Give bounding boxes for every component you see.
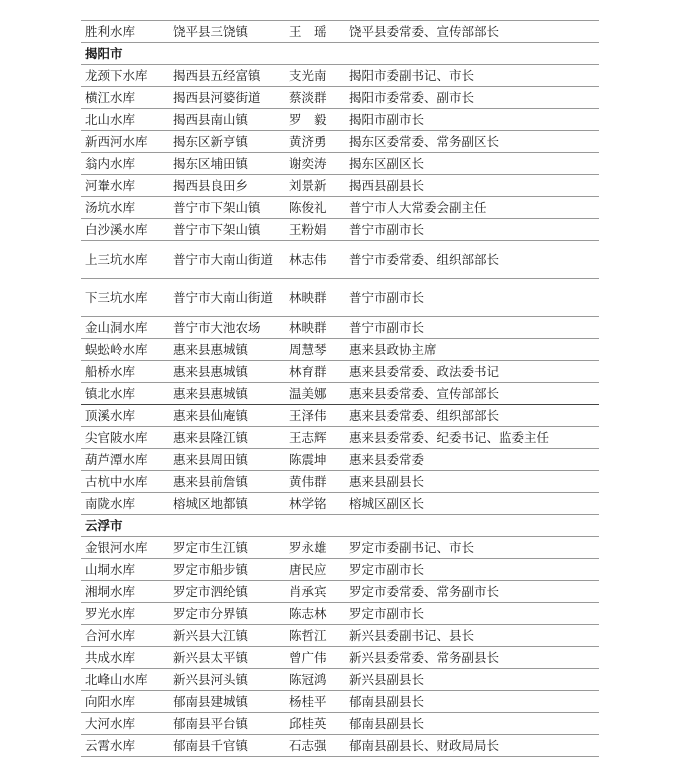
location-cell: 普宁市大池农场 — [169, 317, 285, 339]
reservoir-name-cell: 罗光水库 — [81, 603, 169, 625]
table-row — [81, 647, 599, 669]
position-cell: 惠来县委常委、纪委书记、监委主任 — [345, 427, 599, 449]
location-cell: 揭西县良田乡 — [169, 175, 285, 197]
table-row — [81, 427, 599, 449]
table-row — [81, 241, 599, 279]
location-cell: 惠来县隆江镇 — [169, 427, 285, 449]
reservoir-name-cell: 汤坑水库 — [81, 197, 169, 219]
table-row — [81, 471, 599, 493]
location-cell: 新兴县太平镇 — [169, 647, 285, 669]
table-row — [81, 65, 599, 87]
person-name-cell: 林映群 — [285, 279, 345, 317]
reservoir-name-cell: 向阳水库 — [81, 691, 169, 713]
position-cell: 罗定市副市长 — [345, 559, 599, 581]
person-name-cell: 支光南 — [285, 65, 345, 87]
position-cell: 惠来县政协主席 — [345, 339, 599, 361]
position-cell: 揭西县副县长 — [345, 175, 599, 197]
table-row — [81, 581, 599, 603]
person-name-cell: 林育群 — [285, 361, 345, 383]
person-name-cell: 陈冠鸿 — [285, 669, 345, 691]
person-name-cell: 王 瑶 — [285, 21, 345, 43]
person-name-cell: 黄济勇 — [285, 131, 345, 153]
reservoir-name-cell: 上三坑水库 — [81, 241, 169, 279]
table-row — [81, 339, 599, 361]
position-cell: 郁南县副县长、财政局局长 — [345, 735, 599, 757]
person-name-cell: 王粉娟 — [285, 219, 345, 241]
person-name-cell: 陈俊礼 — [285, 197, 345, 219]
table-row — [81, 537, 599, 559]
position-cell: 揭东区委常委、常务副区长 — [345, 131, 599, 153]
location-cell: 惠来县仙庵镇 — [169, 405, 285, 427]
position-cell: 惠来县委常委、政法委书记 — [345, 361, 599, 383]
location-cell: 揭西县河婆街道 — [169, 87, 285, 109]
position-cell: 揭阳市副市长 — [345, 109, 599, 131]
table-row — [81, 603, 599, 625]
person-name-cell: 林映群 — [285, 317, 345, 339]
person-name-cell: 罗永雄 — [285, 537, 345, 559]
reservoir-name-cell: 共成水库 — [81, 647, 169, 669]
location-cell: 新兴县河头镇 — [169, 669, 285, 691]
position-cell: 郁南县副县长 — [345, 713, 599, 735]
reservoir-name-cell: 葫芦潭水库 — [81, 449, 169, 471]
reservoir-name-cell: 顶溪水库 — [81, 405, 169, 427]
table-body — [81, 21, 599, 757]
position-cell: 揭东区副区长 — [345, 153, 599, 175]
person-name-cell: 温美娜 — [285, 383, 345, 405]
location-cell: 普宁市下架山镇 — [169, 197, 285, 219]
section-title: 云浮市 — [81, 515, 599, 537]
table-row — [81, 449, 599, 471]
reservoir-responsibility-table — [81, 20, 599, 757]
location-cell: 罗定市生江镇 — [169, 537, 285, 559]
person-name-cell: 周慧琴 — [285, 339, 345, 361]
position-cell: 罗定市委副书记、市长 — [345, 537, 599, 559]
position-cell: 普宁市副市长 — [345, 279, 599, 317]
reservoir-name-cell: 船桥水库 — [81, 361, 169, 383]
person-name-cell: 陈志林 — [285, 603, 345, 625]
position-cell: 惠来县委常委 — [345, 449, 599, 471]
position-cell: 惠来县副县长 — [345, 471, 599, 493]
position-cell: 新兴县委副书记、县长 — [345, 625, 599, 647]
person-name-cell: 蔡淡群 — [285, 87, 345, 109]
table-row — [81, 87, 599, 109]
reservoir-name-cell: 镇北水库 — [81, 383, 169, 405]
reservoir-name-cell: 蜈蚣岭水库 — [81, 339, 169, 361]
position-cell: 惠来县委常委、宣传部部长 — [345, 383, 599, 405]
person-name-cell: 黄伟群 — [285, 471, 345, 493]
location-cell: 揭东区埔田镇 — [169, 153, 285, 175]
location-cell: 饶平县三饶镇 — [169, 21, 285, 43]
table-row — [81, 361, 599, 383]
reservoir-name-cell: 胜利水库 — [81, 21, 169, 43]
table-row — [81, 691, 599, 713]
table-row — [81, 493, 599, 515]
position-cell: 榕城区副区长 — [345, 493, 599, 515]
location-cell: 普宁市大南山街道 — [169, 241, 285, 279]
person-name-cell: 谢奕涛 — [285, 153, 345, 175]
person-name-cell: 王志辉 — [285, 427, 345, 449]
person-name-cell: 陈震坤 — [285, 449, 345, 471]
location-cell: 罗定市船步镇 — [169, 559, 285, 581]
table-row — [81, 197, 599, 219]
reservoir-name-cell: 湘垌水库 — [81, 581, 169, 603]
table-row — [81, 713, 599, 735]
reservoir-name-cell: 河輋水库 — [81, 175, 169, 197]
reservoir-name-cell: 翁内水库 — [81, 153, 169, 175]
person-name-cell: 林学铭 — [285, 493, 345, 515]
reservoir-name-cell: 龙颈下水库 — [81, 65, 169, 87]
reservoir-name-cell: 白沙溪水库 — [81, 219, 169, 241]
reservoir-name-cell: 尖官陂水库 — [81, 427, 169, 449]
position-cell: 罗定市委常委、常务副市长 — [345, 581, 599, 603]
table-row — [81, 109, 599, 131]
reservoir-name-cell: 横江水库 — [81, 87, 169, 109]
position-cell: 普宁市副市长 — [345, 219, 599, 241]
table-row — [81, 317, 599, 339]
person-name-cell: 陈哲江 — [285, 625, 345, 647]
person-name-cell: 林志伟 — [285, 241, 345, 279]
position-cell: 惠来县委常委、组织部部长 — [345, 405, 599, 427]
person-name-cell: 曾广伟 — [285, 647, 345, 669]
position-cell: 新兴县委常委、常务副县长 — [345, 647, 599, 669]
document-page — [81, 20, 599, 757]
table-row — [81, 21, 599, 43]
reservoir-name-cell: 南陇水库 — [81, 493, 169, 515]
reservoir-name-cell: 下三坑水库 — [81, 279, 169, 317]
location-cell: 新兴县大江镇 — [169, 625, 285, 647]
section-header-row — [81, 43, 599, 65]
person-name-cell: 肖承宾 — [285, 581, 345, 603]
reservoir-name-cell: 大河水库 — [81, 713, 169, 735]
position-cell: 郁南县副县长 — [345, 691, 599, 713]
location-cell: 郁南县平台镇 — [169, 713, 285, 735]
table-row — [81, 219, 599, 241]
section-title: 揭阳市 — [81, 43, 599, 65]
position-cell: 饶平县委常委、宣传部部长 — [345, 21, 599, 43]
location-cell: 惠来县惠城镇 — [169, 339, 285, 361]
table-row — [81, 279, 599, 317]
reservoir-name-cell: 古杭中水库 — [81, 471, 169, 493]
person-name-cell: 王泽伟 — [285, 405, 345, 427]
location-cell: 罗定市分界镇 — [169, 603, 285, 625]
location-cell: 惠来县惠城镇 — [169, 361, 285, 383]
reservoir-name-cell: 山垌水库 — [81, 559, 169, 581]
reservoir-name-cell: 金山洞水库 — [81, 317, 169, 339]
location-cell: 揭西县五经富镇 — [169, 65, 285, 87]
location-cell: 揭西县南山镇 — [169, 109, 285, 131]
position-cell: 揭阳市委常委、副市长 — [345, 87, 599, 109]
reservoir-name-cell: 云霄水库 — [81, 735, 169, 757]
section-header-row — [81, 515, 599, 537]
location-cell: 惠来县前詹镇 — [169, 471, 285, 493]
table-row — [81, 383, 599, 405]
person-name-cell: 石志强 — [285, 735, 345, 757]
table-row — [81, 131, 599, 153]
position-cell: 普宁市委常委、组织部部长 — [345, 241, 599, 279]
location-cell: 揭东区新亨镇 — [169, 131, 285, 153]
reservoir-name-cell: 北山水库 — [81, 109, 169, 131]
location-cell: 榕城区地都镇 — [169, 493, 285, 515]
reservoir-name-cell: 合河水库 — [81, 625, 169, 647]
table-row — [81, 559, 599, 581]
table-row — [81, 625, 599, 647]
position-cell: 揭阳市委副书记、市长 — [345, 65, 599, 87]
location-cell: 惠来县周田镇 — [169, 449, 285, 471]
location-cell: 普宁市下架山镇 — [169, 219, 285, 241]
location-cell: 郁南县建城镇 — [169, 691, 285, 713]
position-cell: 新兴县副县长 — [345, 669, 599, 691]
table-row — [81, 669, 599, 691]
table-row — [81, 735, 599, 757]
reservoir-name-cell: 北峰山水库 — [81, 669, 169, 691]
position-cell: 普宁市人大常委会副主任 — [345, 197, 599, 219]
reservoir-name-cell: 新西河水库 — [81, 131, 169, 153]
location-cell: 罗定市泗纶镇 — [169, 581, 285, 603]
location-cell: 惠来县惠城镇 — [169, 383, 285, 405]
table-row — [81, 175, 599, 197]
table-row — [81, 153, 599, 175]
position-cell: 普宁市副市长 — [345, 317, 599, 339]
position-cell: 罗定市副市长 — [345, 603, 599, 625]
person-name-cell: 罗 毅 — [285, 109, 345, 131]
person-name-cell: 唐民应 — [285, 559, 345, 581]
person-name-cell: 刘景新 — [285, 175, 345, 197]
person-name-cell: 邱桂英 — [285, 713, 345, 735]
person-name-cell: 杨桂平 — [285, 691, 345, 713]
table-row — [81, 405, 599, 427]
reservoir-name-cell: 金银河水库 — [81, 537, 169, 559]
location-cell: 郁南县千官镇 — [169, 735, 285, 757]
location-cell: 普宁市大南山街道 — [169, 279, 285, 317]
